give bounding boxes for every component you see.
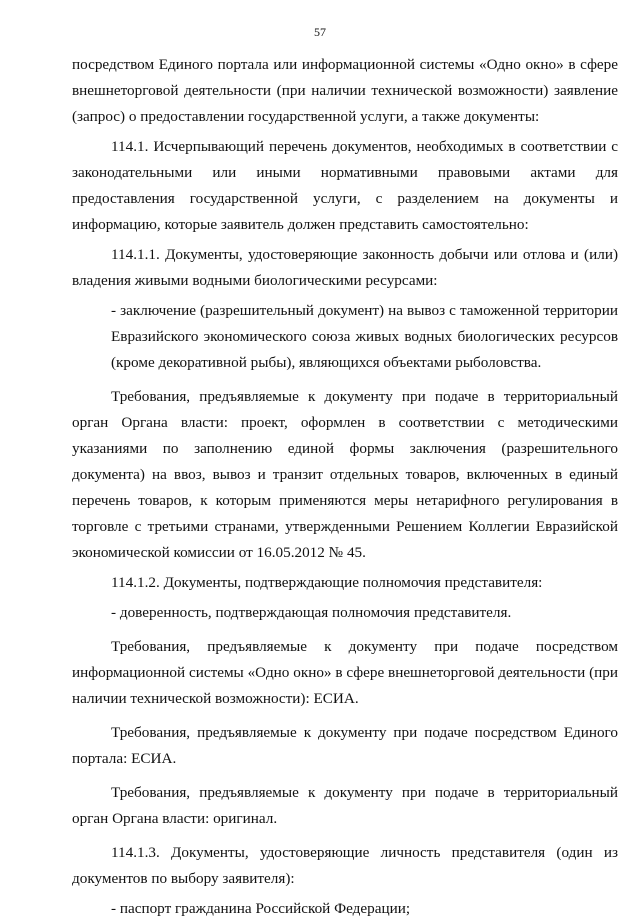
paragraph-114-1-1: 114.1.1. Документы, удостоверяющие законность добычи или отлова и (или) владения живыми водными биологическими ресурсами: [72,246,618,289]
paragraph-intro: посредством Единого портала или информационной системы «Одно окно» в сфере внешнеторговой деятельности (при наличии технической возможности) заявление (запрос) о предоставлении государственной услуги, а также документы: [72,56,618,125]
list-item-conclusion: - заключение (разрешительный документ) на вывоз с таможенной территории Евразийского экономического союза живых водных биологических ресурсов (кроме декоративной рыбы), являющихся объектами рыболовства. [111,302,618,371]
paragraph-114-1-2: 114.1.2. Документы, подтверждающие полномочия представителя: [111,574,543,591]
list-item-power-of-attorney: - доверенность, подтверждающая полномочия представителя. [111,604,512,621]
paragraph-requirements-original: Требования, предъявляемые к документу при подаче в территориальный орган Органа власти: оригинал. [72,784,618,827]
paragraph-requirements-unified-portal: Требования, предъявляемые к документу при подаче посредством Единого портала: ЕСИА. [72,724,618,767]
list-item-passport: - паспорт гражданина Российской Федерации; [111,900,411,917]
document-body [72,52,618,922]
paragraph-requirements-territorial: Требования, предъявляемые к документу при подаче в территориальный орган Органа власти: проект, оформлен в соответствии с методическими указаниями по заполнению единой формы заключения (разрешительного документа) на ввоз, вывоз и транзит отдельных товаров, включенных в единый перечень товаров, к которым применяются меры нетарифного регулирования в торговле с третьими странами, утвержденными Решением Коллегии Евразийской экономической комиссии от 16.05.2012 № 45. [72,388,618,561]
paragraph-requirements-one-window: Требования, предъявляемые к документу при подаче посредством информационной системы «Одно окно» в сфере внешнеторговой деятельности (при наличии технической возможности): ЕСИА. [72,638,618,707]
page-number: 57 [314,25,326,39]
paragraph-114-1: 114.1. Исчерпывающий перечень документов, необходимых в соответствии с законодательными или иными нормативными правовыми актами для предоставления государственной услуги, с разделением на документы и информацию, которые заявитель должен представить самостоятельно: [72,138,618,233]
paragraph-114-1-3: 114.1.3. Документы, удостоверяющие личность представителя (один из документов по выбору заявителя): [72,844,618,887]
